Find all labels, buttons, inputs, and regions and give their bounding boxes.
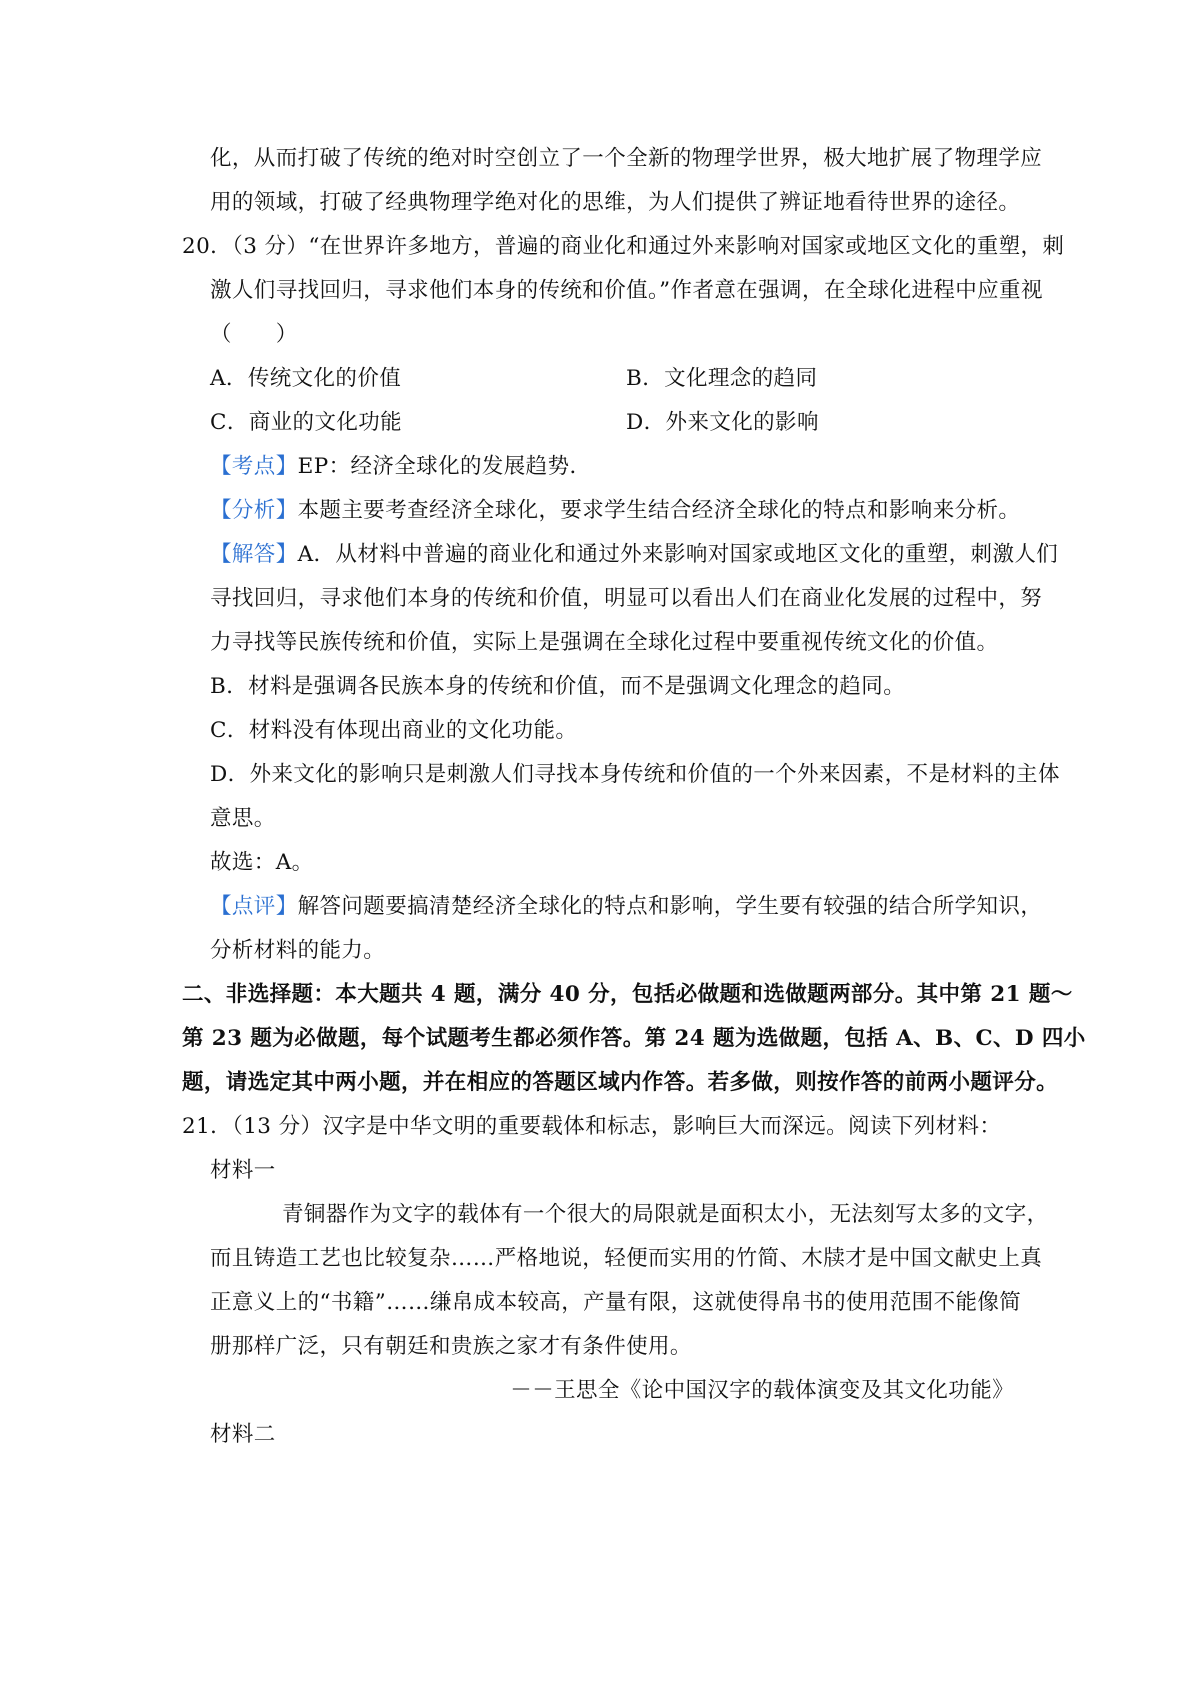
question-21-stem: 21．（13 分）汉字是中华文明的重要载体和标志，影响巨大而深远。阅读下列材料： <box>182 1114 1002 1139</box>
option-d: D．外来文化的影响 <box>626 410 819 435</box>
text-line: C．材料没有体现出商业的文化功能。 <box>210 718 578 743</box>
dianping-tag: 【点评】 <box>210 894 298 919</box>
text-line: 用的领域，打破了经典物理学绝对化的思维，为人们提供了辨证地看待世界的途径。 <box>210 190 1021 215</box>
jieda-line <box>210 540 1058 570</box>
text-line: 化，从而打破了传统的绝对时空创立了一个全新的物理学世界，极大地扩展了物理学应 <box>210 146 1043 171</box>
text-line: B．材料是强调各民族本身的传统和价值，而不是强调文化理念的趋同。 <box>210 674 906 699</box>
section-heading: 第 23 题为必做题，每个试题考生都必须作答。第 24 题为选做题，包括 A、B、C、D 四小 <box>182 1026 1086 1051</box>
material-text: 正意义上的“书籍”……缣帛成本较高，产量有限，这就使得帛书的使用范围不能像简 <box>210 1290 1022 1315</box>
section-heading: 二、非选择题：本大题共 4 题，满分 40 分，包括必做题和选做题两部分。其中第 21 题～ <box>182 982 1073 1007</box>
kaodian-text: EP：经济全球化的发展趋势． <box>297 454 592 479</box>
section-heading: 题，请选定其中两小题，并在相应的答题区域内作答。若多做，则按作答的前两小题评分。 <box>182 1070 1059 1095</box>
jieda-tag: 【解答】 <box>210 542 298 567</box>
text-line: 分析材料的能力。 <box>210 938 386 963</box>
text-line: 寻找回归，寻求他们本身的传统和价值，明显可以看出人们在商业化发展的过程中，努 <box>210 586 1043 611</box>
fenxi-line <box>210 496 1020 526</box>
fenxi-text: 本题主要考查经济全球化，要求学生结合经济全球化的特点和影响来分析。 <box>297 498 1021 523</box>
jieda-text: A．从材料中普遍的商业化和通过外来影响对国家或地区文化的重塑，刺激人们 <box>297 542 1059 567</box>
final-answer: 故选：A。 <box>210 850 314 875</box>
kaodian-line <box>210 452 591 482</box>
question-20-stem: 激人们寻找回归，寻求他们本身的传统和价值。”作者意在强调，在全球化进程中应重视 <box>210 278 1043 303</box>
kaodian-tag: 【考点】 <box>210 454 298 479</box>
material-source: －－王思全《论中国汉字的载体演变及其文化功能》 <box>510 1378 1014 1403</box>
text-line: 意思。 <box>210 806 276 831</box>
question-20-stem: 20．（3 分）“在世界许多地方，普遍的商业化和通过外来影响对国家或地区文化的重塑，刺 <box>182 234 1065 259</box>
material-text: 册那样广泛，只有朝廷和贵族之家才有条件使用。 <box>210 1334 692 1359</box>
option-b: B．文化理念的趋同 <box>626 366 818 391</box>
fenxi-tag: 【分析】 <box>210 498 298 523</box>
material-title: 材料一 <box>210 1158 276 1183</box>
dianping-text: 解答问题要搞清楚经济全球化的特点和影响，学生要有较强的结合所学知识， <box>297 894 1043 919</box>
text-line: D．外来文化的影响只是刺激人们寻找本身传统和价值的一个外来因素，不是材料的主体 <box>210 762 1060 787</box>
material-text: 而且铸造工艺也比较复杂……严格地说，轻便而实用的竹简、木牍才是中国文献史上真 <box>210 1246 1043 1271</box>
material-text: 青铜器作为文字的载体有一个很大的局限就是面积太小，无法刻写太多的文字， <box>282 1202 1049 1227</box>
material-title: 材料二 <box>210 1422 276 1447</box>
text-line: 力寻找等民族传统和价值，实际上是强调在全球化过程中要重视传统文化的价值。 <box>210 630 999 655</box>
option-c: C．商业的文化功能 <box>210 410 403 435</box>
answer-blank: （ ） <box>210 322 298 347</box>
option-a: A．传统文化的价值 <box>210 366 402 391</box>
dianping-line <box>210 892 1042 922</box>
